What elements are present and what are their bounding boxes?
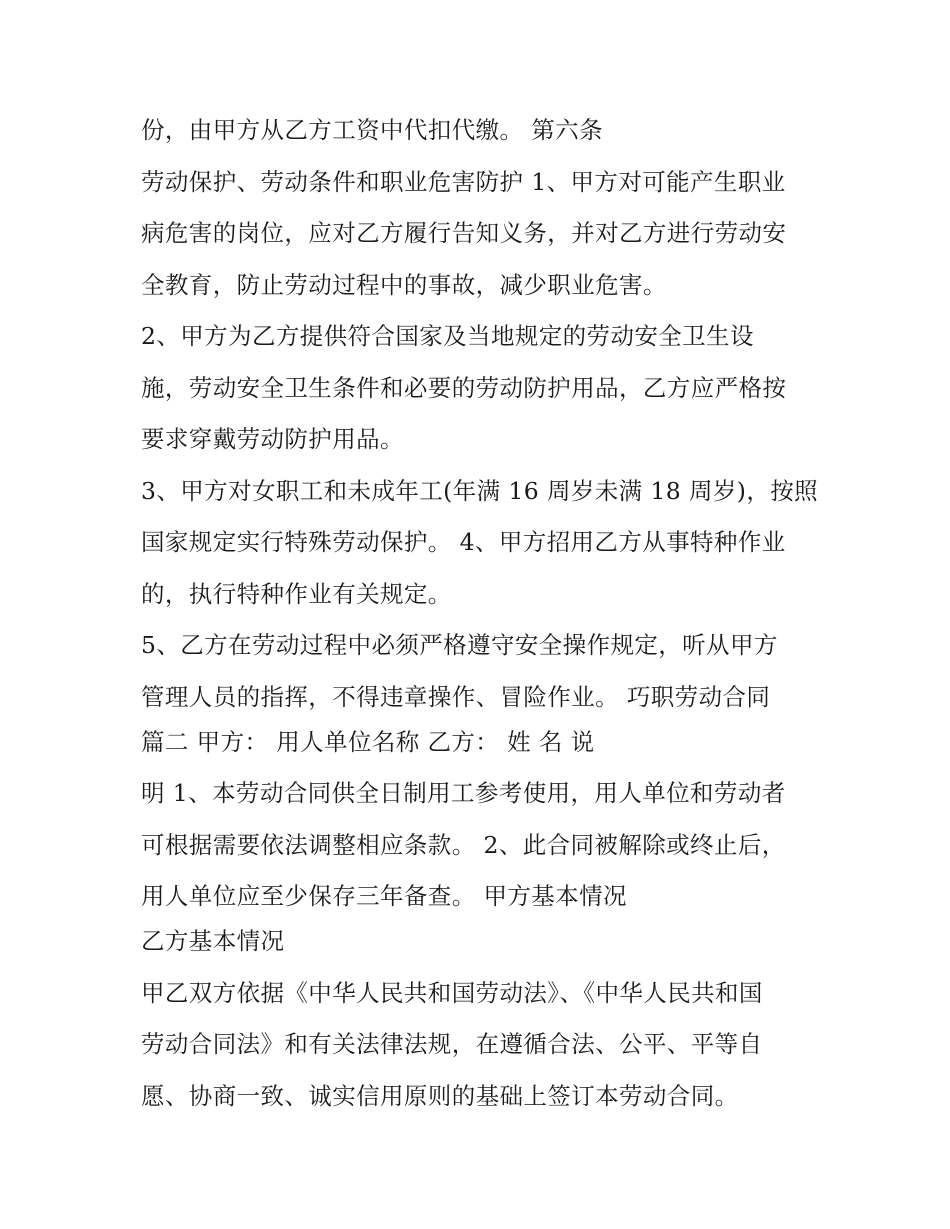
text-line: 可根据需要依法调整相应条款。 2、此合同被解除或终止后， — [141, 830, 786, 859]
text-line: 2、甲方为乙方提供符合国家及当地规定的劳动安全卫生设 — [141, 322, 754, 350]
text-line: 篇二 甲方： 用人单位名称 乙方： 姓 名 说 — [141, 727, 595, 756]
text-line: 份，由甲方从乙方工资中代扣代缴。 第六条 — [141, 116, 603, 144]
document-body — [141, 110, 831, 1127]
text-line: 乙方基本情况 — [141, 927, 285, 955]
text-line: 的，执行特种作业有关规定。 — [141, 579, 452, 608]
text-line: 5、乙方在劳动过程中必须严格遵守安全操作规定，听从甲方 — [141, 631, 778, 659]
text-line: 管理人员的指挥，不得违章操作、冒险作业。 巧职劳动合同 — [141, 682, 771, 711]
text-line: 要求穿戴劳动防护用品。 — [141, 425, 404, 453]
text-line: 劳动保护、劳动条件和职业危害防护 1、甲方对可能产生职业 — [141, 167, 786, 196]
text-line: 病危害的岗位，应对乙方履行告知义务，并对乙方进行劳动安 — [141, 219, 787, 247]
text-line: 劳动合同法》和有关法律法规，在遵循合法、公平、平等自 — [141, 1030, 763, 1058]
text-line: 3、甲方对女职工和未成年工(年满 16 周岁未满 18 周岁)，按照 — [141, 476, 819, 505]
text-line: 全教育，防止劳动过程中的事故，减少职业危害。 — [141, 270, 667, 299]
text-line: 用人单位应至少保存三年备查。 甲方基本情况 — [141, 882, 627, 910]
text-line: 国家规定实行特殊劳动保护。 4、甲方招用乙方从事特种作业 — [141, 528, 786, 556]
text-line: 甲乙双方依据《中华人民共和国劳动法》、《中华人民共和国 — [141, 978, 763, 1007]
text-line: 愿、协商一致、诚实信用原则的基础上签订本劳动合同。 — [141, 1081, 739, 1110]
text-line: 施，劳动安全卫生条件和必要的劳动防护用品，乙方应严格按 — [141, 373, 787, 402]
text-line: 明 1、本劳动合同供全日制用工参考使用，用人单位和劳动者 — [141, 779, 786, 807]
